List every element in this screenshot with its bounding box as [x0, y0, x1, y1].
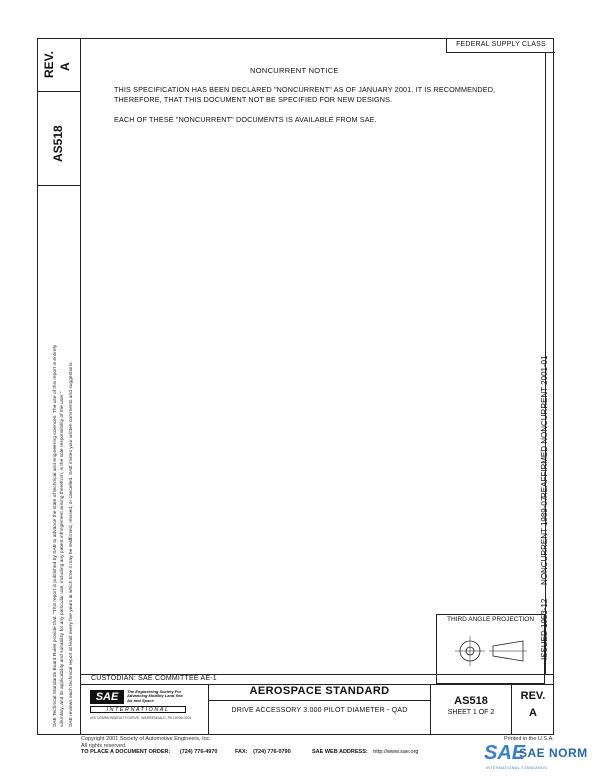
fax-phone: (724) 776-0790 [253, 749, 291, 755]
order-phone: (724) 776-4970 [179, 749, 218, 755]
sae-norm-icon: SAE [484, 742, 526, 764]
sae-address: 400 COMMONWEALTH DRIVE, WARRENDALE, PA 15096-0001 [90, 716, 192, 720]
order-label: TO PLACE A DOCUMENT ORDER: [81, 749, 171, 755]
notice-paragraph-1-line-2: THEREFORE, THAT THIS DOCUMENT NOT BE SPECIFIED FOR NEW DESIGNS. [114, 95, 393, 104]
notice-title: NONCURRENT NOTICE [250, 66, 339, 75]
third-angle-projection-label: THIRD ANGLE PROJECTION [446, 616, 535, 623]
copyright-line: Copyright 2001 Society of Automotive Engineers, Inc. [81, 736, 211, 742]
title-divider [209, 700, 430, 701]
title-block-rev-label: REV. [520, 690, 546, 702]
sae-international: INTERNATIONAL [90, 706, 186, 713]
custodian: CUSTODIAN: SAE COMMITTEE AE-1 [91, 675, 217, 682]
web-url[interactable]: http://www.sae.org [373, 749, 419, 755]
notice-paragraph-2: EACH OF THESE "NONCURRENT" DOCUMENTS IS AVAILABLE FROM SAE. [114, 115, 377, 124]
sae-logo [90, 690, 186, 714]
sheet-number: SHEET 1 OF 2 [447, 709, 495, 716]
aerospace-standard: AEROSPACE STANDARD [249, 685, 390, 697]
reaffirmed-date: REAFFIRMED NONCURRENT 2001-01 [540, 355, 549, 498]
sae-society: The Engineering Society For Advancing Mobility Land Sea Air and Space [127, 689, 183, 703]
web-info [312, 749, 419, 755]
rev-cell [511, 685, 554, 735]
issued-date: ISSUED 1953-12 [540, 598, 549, 660]
document-title: DRIVE ACCESSORY 3.000 PILOT DIAMETER - QAD [231, 707, 408, 714]
sae-logo-cell [81, 685, 208, 735]
title-block-doc-number: AS518 [454, 695, 488, 707]
sae-norm-subtext: INTERNATIONAL STANDARDS [486, 766, 548, 770]
margin-disclaimer-3: SAE reviews each technical report at least every five years at which time it may be reaffirmed, revised, or cancelled. SAE invites your written comments and suggestions. [69, 361, 74, 727]
header-rev-label: REV. [42, 51, 56, 78]
fax-label: FAX: [235, 749, 248, 755]
margin-disclaimer-2: voluntary, and its applicability and suitability for any particular use, including any patent infringement arising therefrom, is the sole responsibility of the user." [60, 391, 65, 727]
header-rev-value: A [58, 62, 72, 71]
sae-mark: SAE [90, 690, 124, 704]
order-info [81, 749, 217, 755]
federal-supply-class: FEDERAL SUPPLY CLASS [446, 38, 555, 53]
left-column-divider [80, 38, 81, 735]
docno-cell [430, 685, 511, 735]
copyright [81, 736, 211, 749]
title-block-rev-value: A [529, 707, 537, 719]
title-cell [208, 685, 430, 735]
docno-box-bottom [37, 185, 81, 186]
margin-disclaimer-1: SAE Technical Standards Board Rules provide that: "This report is published by SAE to advance the state of technical and engineering sciences. The use of this report is entirely [53, 344, 58, 727]
header-doc-number: AS518 [51, 125, 65, 162]
notice-paragraph-1-line-1: THIS SPECIFICATION HAS BEEN DECLARED "NONCURRENT" AS OF JANUARY 2001. IT IS RECOMMENDED, [114, 85, 496, 94]
fax-info [235, 749, 291, 755]
sae-norm-watermark [484, 742, 600, 776]
rights-line: All rights reserved. [81, 742, 127, 749]
title-block [81, 684, 554, 735]
sae-norm-text: SAE NORM [519, 746, 588, 760]
rev-box-bottom [37, 91, 81, 92]
web-label: SAE WEB ADDRESS: [312, 749, 368, 755]
noncurrent-date: NONCURRENT 1989-07 [540, 496, 549, 585]
printed-in: Printed in the U.S.A. [504, 736, 554, 742]
